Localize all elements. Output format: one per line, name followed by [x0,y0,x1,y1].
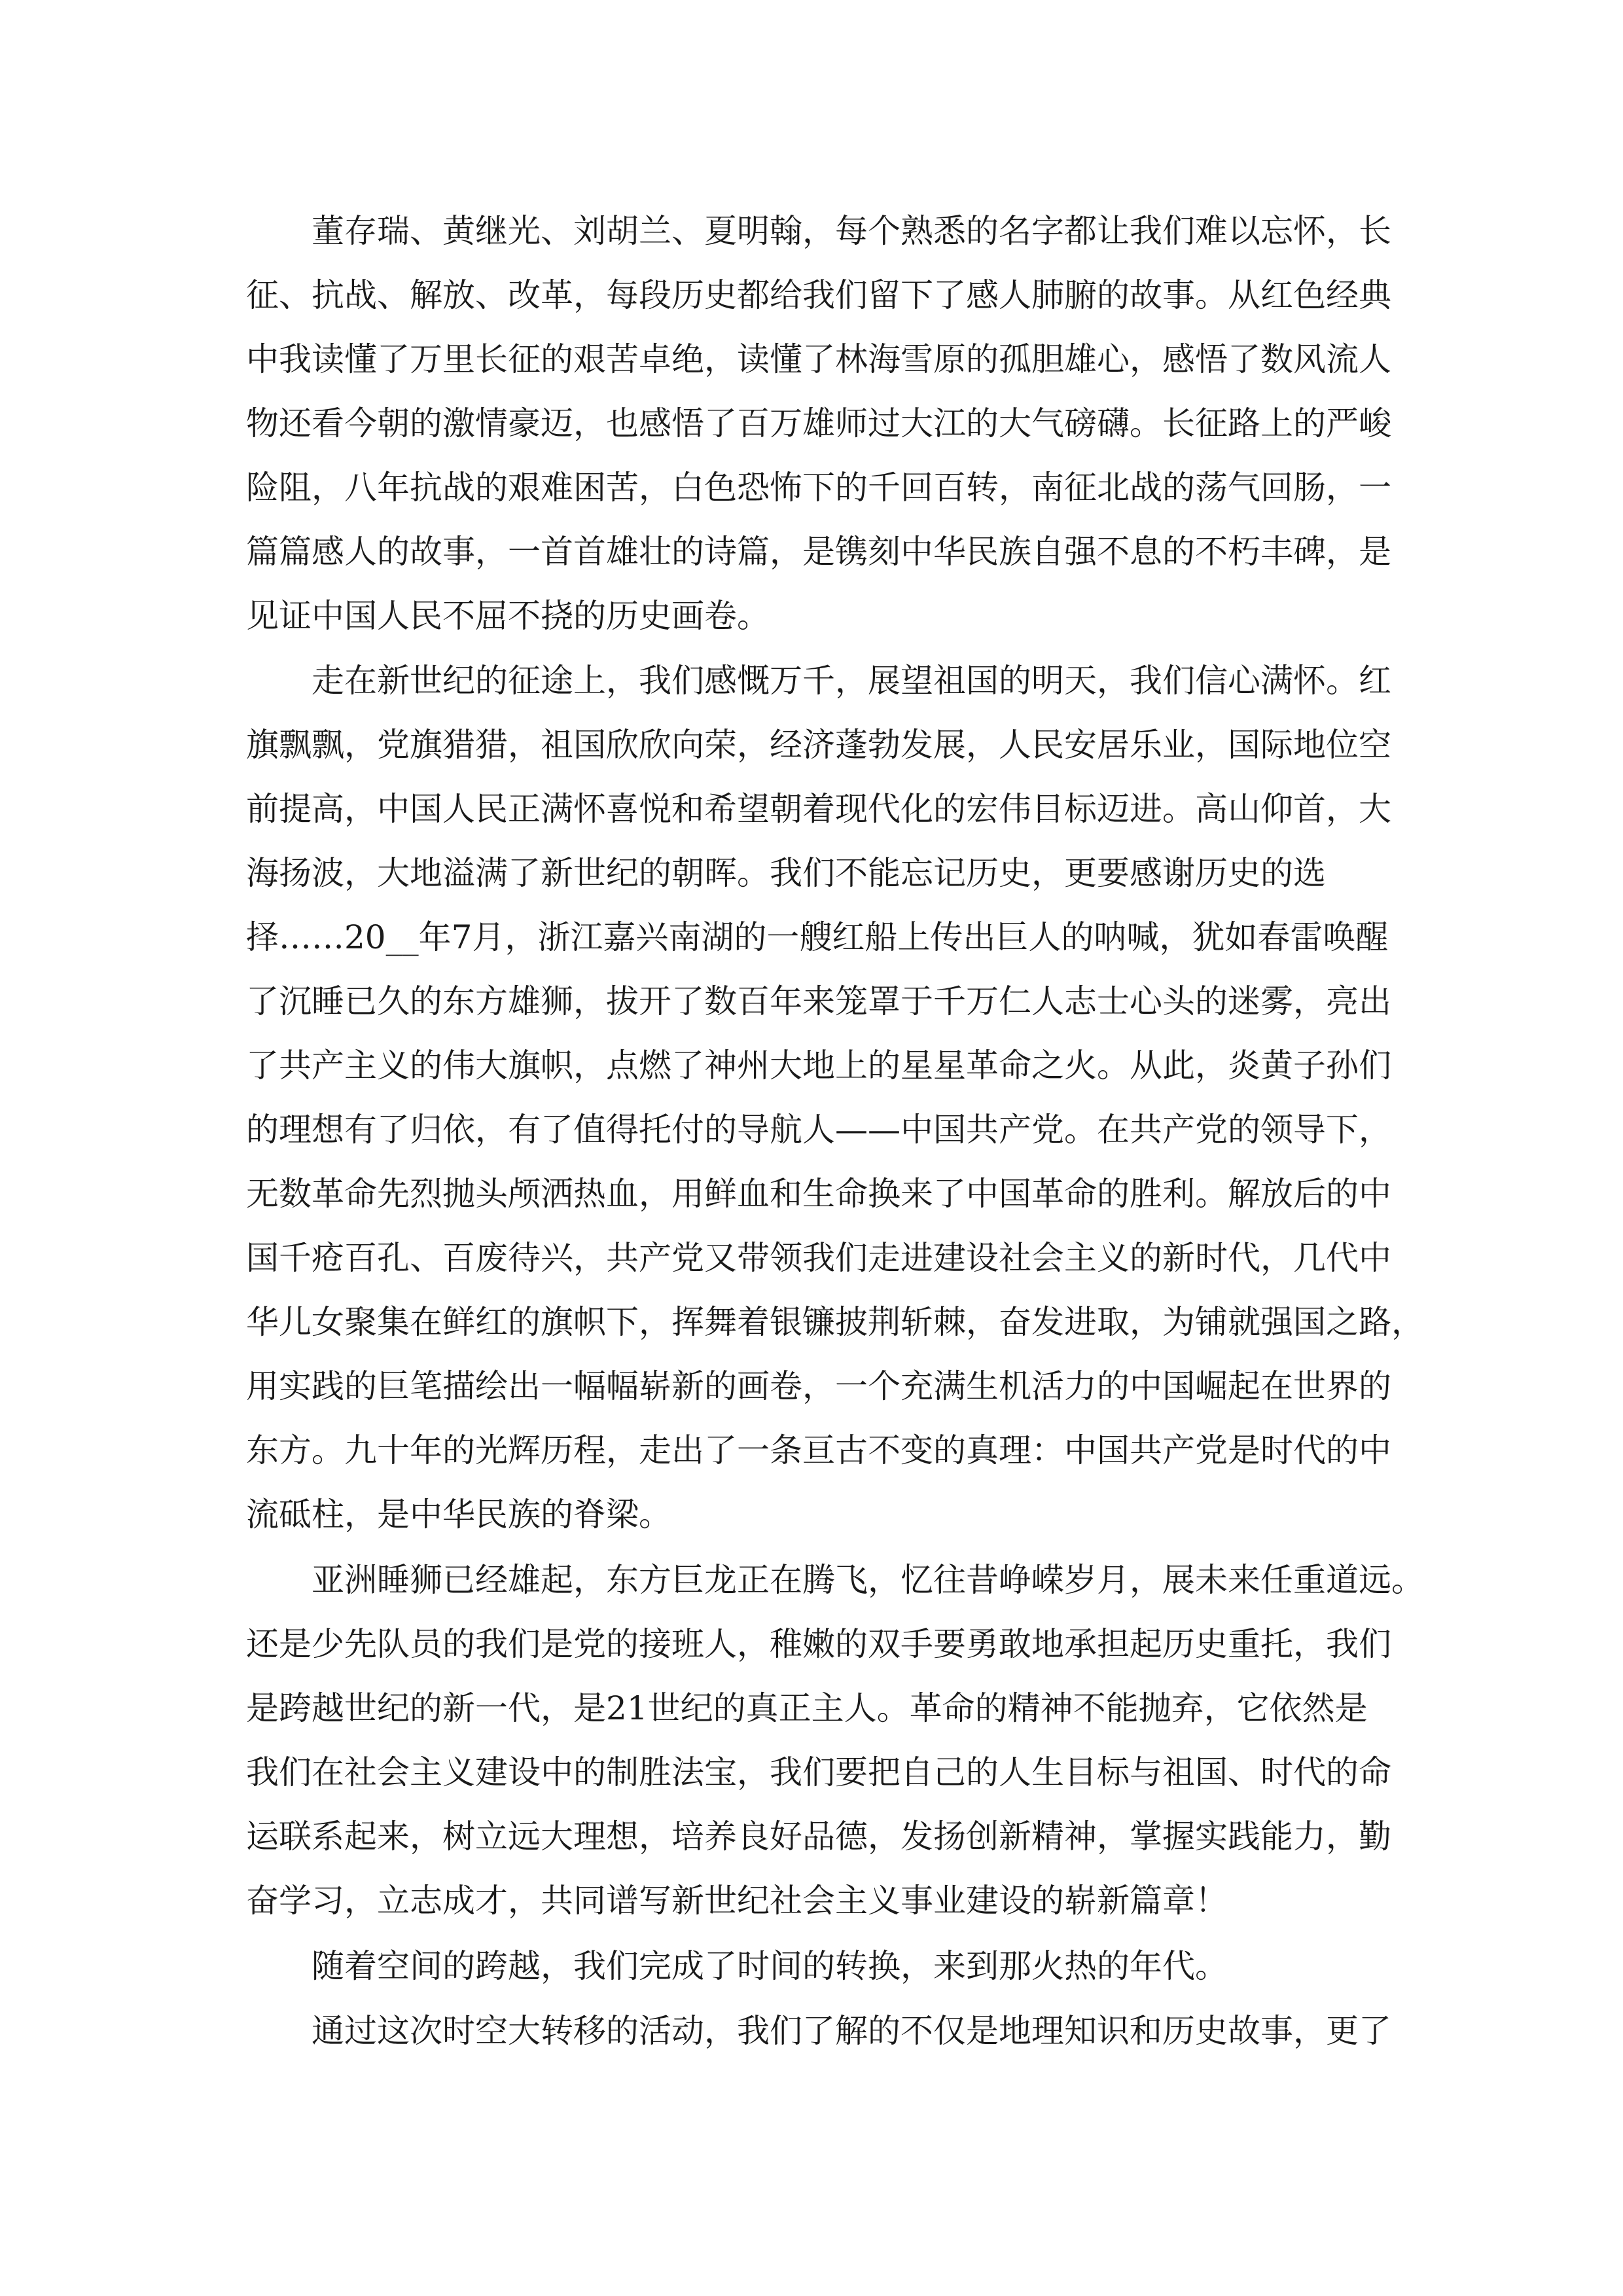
paragraph-2-line: 前提高，中国人民正满怀喜悦和希望朝着现代化的宏伟目标迈进。高山仰首，大 [246,790,1391,828]
paragraph-1-line: 篇篇感人的故事，一首首雄壮的诗篇，是镌刻中华民族自强不息的不朽丰碑，是 [246,533,1391,571]
paragraph-3-line: 亚洲睡狮已经雄起，东方巨龙正在腾飞，忆往昔峥嵘岁月，展未来任重道远。 [312,1561,1424,1599]
paragraph-3-line: 奋学习，立志成才，共同谱写新世纪社会主义事业建设的崭新篇章！ [246,1882,1228,1920]
paragraph-2-line: 走在新世纪的征途上，我们感慨万千，展望祖国的明天，我们信心满怀。红 [312,662,1391,700]
paragraph-2-line: 用实践的巨笔描绘出一幅幅崭新的画卷，一个充满生机活力的中国崛起在世界的 [246,1367,1391,1405]
paragraph-2-line: 东方。九十年的光辉历程，走出了一条亘古不变的真理：中国共产党是时代的中 [246,1431,1391,1469]
paragraph-5-line: 通过这次时空大转移的活动，我们了解的不仅是地理知识和历史故事，更了 [312,2012,1391,2050]
paragraph-3-line: 运联系起来，树立远大理想，培养良好品德，发扬创新精神，掌握实践能力，勤 [246,1818,1391,1856]
paragraph-1-line: 险阻，八年抗战的艰难困苦，白色恐怖下的千回百转，南征北战的荡气回肠，一 [246,469,1391,507]
paragraph-2-line: 了沉睡已久的东方雄狮，拔开了数百年来笼罩于千万仁人志士心头的迷雾，亮出 [246,982,1391,1020]
paragraph-1-line: 征、抗战、解放、改革，每段历史都给我们留下了感人肺腑的故事。从红色经典 [246,276,1391,314]
paragraph-2-line: 了共产主义的伟大旗帜，点燃了神州大地上的星星革命之火。从此，炎黄子孙们 [246,1047,1391,1085]
paragraph-2-line: 无数革命先烈抛头颅洒热血，用鲜血和生命换来了中国革命的胜利。解放后的中 [246,1175,1391,1213]
paragraph-1-line: 物还看今朝的激情豪迈，也感悟了百万雄师过大江的大气磅礴。长征路上的严峻 [246,404,1391,442]
paragraph-1-line: 董存瑞、黄继光、刘胡兰、夏明翰，每个熟悉的名字都让我们难以忘怀，长 [312,212,1391,250]
paragraph-2-line: 海扬波，大地溢满了新世纪的朝晖。我们不能忘记历史，更要感谢历史的选 [246,854,1326,892]
paragraph-4-line: 随着空间的跨越，我们完成了时间的转换，来到那火热的年代。 [312,1947,1228,1985]
paragraph-2-line: 华儿女聚集在鲜红的旗帜下，挥舞着银镰披荆斩棘，奋发进取，为铺就强国之路， [246,1303,1424,1341]
paragraph-3-line: 还是少先队员的我们是党的接班人，稚嫩的双手要勇敢地承担起历史重托，我们 [246,1625,1391,1663]
paragraph-3-line: 我们在社会主义建设中的制胜法宝，我们要把自己的人生目标与祖国、时代的命 [246,1753,1391,1791]
paragraph-2-line: 旗飘飘，党旗猎猎，祖国欣欣向荣，经济蓬勃发展，人民安居乐业，国际地位空 [246,726,1391,764]
paragraph-1-line: 中我读懂了万里长征的艰苦卓绝，读懂了林海雪原的孤胆雄心，感悟了数风流人 [246,340,1391,378]
paragraph-2-line: 择……20__年7月，浙江嘉兴南湖的一艘红船上传出巨人的呐喊，犹如春雷唤醒 [246,918,1389,956]
paragraph-2-line: 流砥柱，是中华民族的脊梁。 [246,1496,671,1534]
paragraph-1-line: 见证中国人民不屈不挠的历史画卷。 [246,597,770,635]
paragraph-3-line: 是跨越世纪的新一代，是21世纪的真正主人。革命的精神不能抛弃，它依然是 [246,1689,1368,1727]
paragraph-2-line: 国千疮百孔、百废待兴，共产党又带领我们走进建设社会主义的新时代，几代中 [246,1239,1391,1277]
paragraph-2-line: 的理想有了归依，有了值得托付的导航人——中国共产党。在共产党的领导下， [246,1111,1391,1149]
